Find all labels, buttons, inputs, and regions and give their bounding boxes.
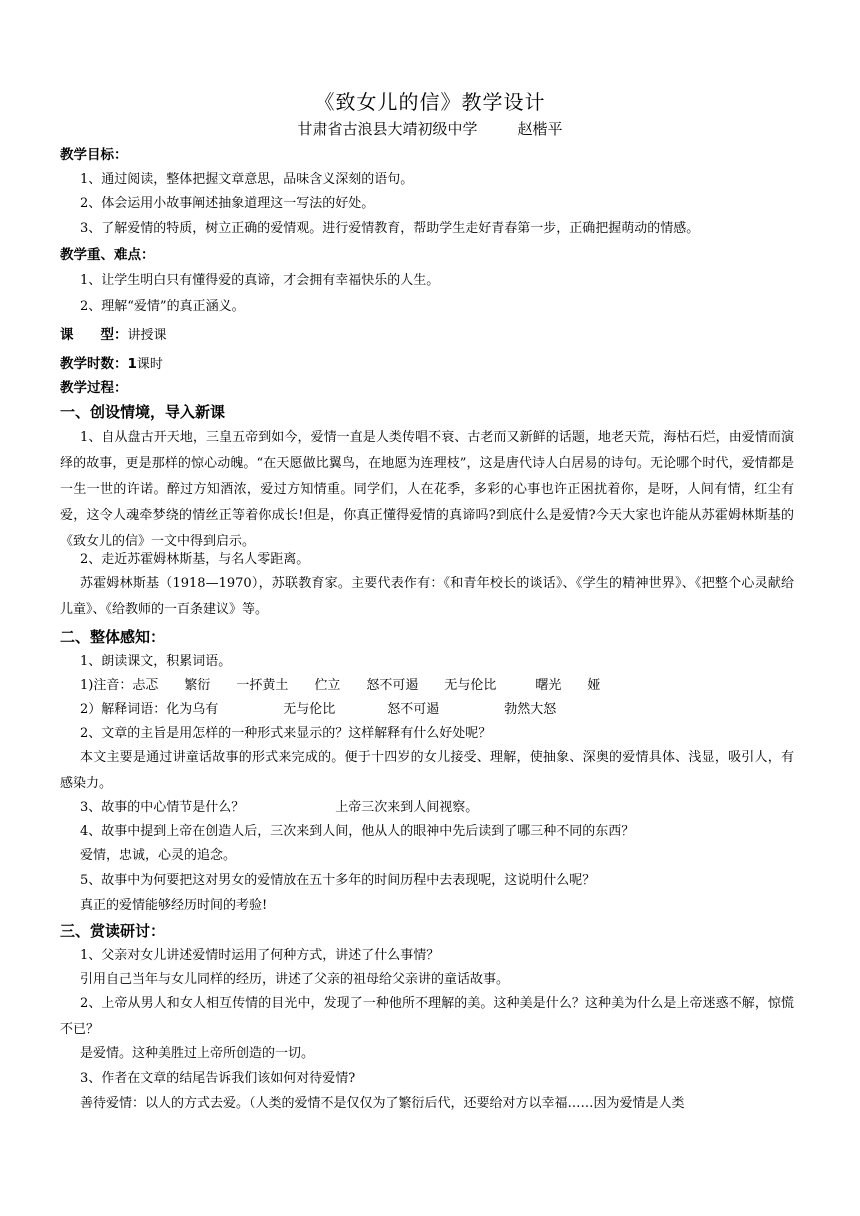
author-school: 甘肃省古浪县大靖初级中学 — [297, 120, 478, 138]
section-2-heading: 二、整体感知： — [60, 628, 166, 646]
teaching-hours-number: 1 — [127, 356, 137, 372]
section-2-answer-2: 本文主要是通过讲童话故事的形式来完成的。便于十四岁的女儿接受、理解，使抽象、深奥的爱情具体、浅显，吸引人，有感染力。 — [60, 750, 794, 791]
section-3-answer-2: 是爱情。这种美胜过上帝所创造的一切。 — [80, 1046, 315, 1061]
section-2-question-3: 3、故事的中心情节是什么？ 上帝三次来到人间视察。 — [80, 800, 479, 815]
key-point-1: 1、让学生明白只有懂得爱的真谛，才会拥有幸福快乐的人生。 — [80, 273, 440, 288]
page-title: 《致女儿的信》教学设计 — [314, 90, 546, 114]
goals-heading: 教学目标： — [60, 147, 128, 163]
lesson-type — [60, 322, 800, 349]
section-2-line-1: 1、朗读课文，积累词语。 — [80, 654, 232, 669]
section-3-question-3: 3、作者在文章的结尾告诉我们该如何对待爱情? — [80, 1071, 356, 1086]
goal-item-1: 1、通过阅读，整体把握文章意思，品味含义深刻的语句。 — [80, 172, 414, 187]
section-3-question-2: 2、上帝从男人和女人相互传情的目光中，发现了一种他所不理解的美。这种美是什么？这种美为什么是上帝迷惑不解，惊慌不已？ — [60, 996, 794, 1037]
key-points-heading: 教学重、难点： — [60, 247, 155, 263]
section-1-item-2: 2、走近苏霍姆林斯基，与名人零距离。 — [80, 552, 310, 567]
section-2-question-5: 5、故事中为何要把这对男女的爱情放在五十多年的时间历程中去表现呢，这说明什么呢？ — [80, 873, 596, 888]
section-2-question-4: 4、故事中提到上帝在创造人后，三次来到人间，他从人的眼神中先后读到了哪三种不同的东西？ — [80, 824, 635, 839]
goal-item-3: 3、了解爱情的特质，树立正确的爱情观。进行爱情教育，帮助学生走好青春第一步，正确把握萌动的情感。 — [80, 221, 700, 236]
teaching-hours-unit: 课时 — [136, 357, 163, 372]
section-3-heading: 三、赏读研讨： — [60, 922, 166, 940]
section-3-answer-1: 引用自己当年与女儿同样的经历，讲述了父亲的祖母给父亲讲的童话故事。 — [80, 972, 510, 987]
section-2-question-2: 2、文章的主旨是用怎样的一种形式来显示的？这样解释有什么好处呢？ — [80, 726, 492, 741]
key-point-2: 2、理解“爱情”的真正涵义。 — [80, 299, 245, 314]
section-2-vocabulary: 2）解释词语：化为乌有 无与伦比 怒不可遏 勃然大怒 — [80, 702, 557, 717]
section-2-answer-5: 真正的爱情能够经历时间的考验! — [80, 898, 268, 913]
section-2-answer-4: 爱情，忠诚，心灵的追念。 — [80, 848, 237, 863]
teaching-hours — [60, 351, 800, 378]
author-line — [0, 118, 860, 139]
section-2-pronunciation: 1)注音：忐忑 繁衍 一抔黄土 伫立 怒不可遏 无与伦比 曙光 娅 — [80, 678, 601, 693]
author-name: 赵楷平 — [517, 120, 563, 138]
section-1-heading: 一、创设情境，导入新课 — [60, 403, 226, 421]
process-heading: 教学过程： — [60, 380, 128, 396]
section-1-paragraph-1: 1、自从盘古开天地，三皇五帝到如今，爱情一直是人类传唱不衰、古老而又新鲜的话题，地老天荒，海枯石烂，由爱情而演绎的故事，更是那样的惊心动魄。“在天愿做比翼鸟，在地愿为连理枝”，这是唐代诗人白居易的诗句。无论哪个时代，爱情都是一生一世的许诺。醉过方知酒浓，爱过方知情重。同学们，人在花季，多彩的心事也许正困扰着你，是呀，人间有情，红尘有爱，这令人魂牵梦绕的情丝正等着你成长!但是，你真正懂得爱情的真谛吗?到底什么是爱情?今天大家也许能从苏霍姆林斯基的《致女儿的信》一文中得到启示。 — [60, 430, 794, 549]
section-3-answer-3: 善待爱情：以人的方式去爱。（人类的爱情不是仅仅为了繁衍后代，还要给对方以幸福……因为爱情是人类 — [80, 1096, 685, 1111]
teaching-hours-label: 教学时数： — [60, 356, 128, 372]
goal-item-2: 2、体会运用小故事阐述抽象道理这一写法的好处。 — [80, 196, 375, 211]
section-3-question-1: 1、父亲对女儿讲述爱情时运用了何种方式，讲述了什么事情？ — [80, 948, 440, 963]
lesson-type-label: 课 型： — [60, 327, 128, 343]
lesson-type-value: 讲授课 — [127, 328, 167, 343]
section-1-paragraph-3: 苏霍姆林斯基（1918—1970），苏联教育家。主要代表作有：《和青年校长的谈话》、《学生的精神世界》、《把整个心灵献给儿童》、《给教师的一百条建议》等。 — [60, 576, 794, 617]
